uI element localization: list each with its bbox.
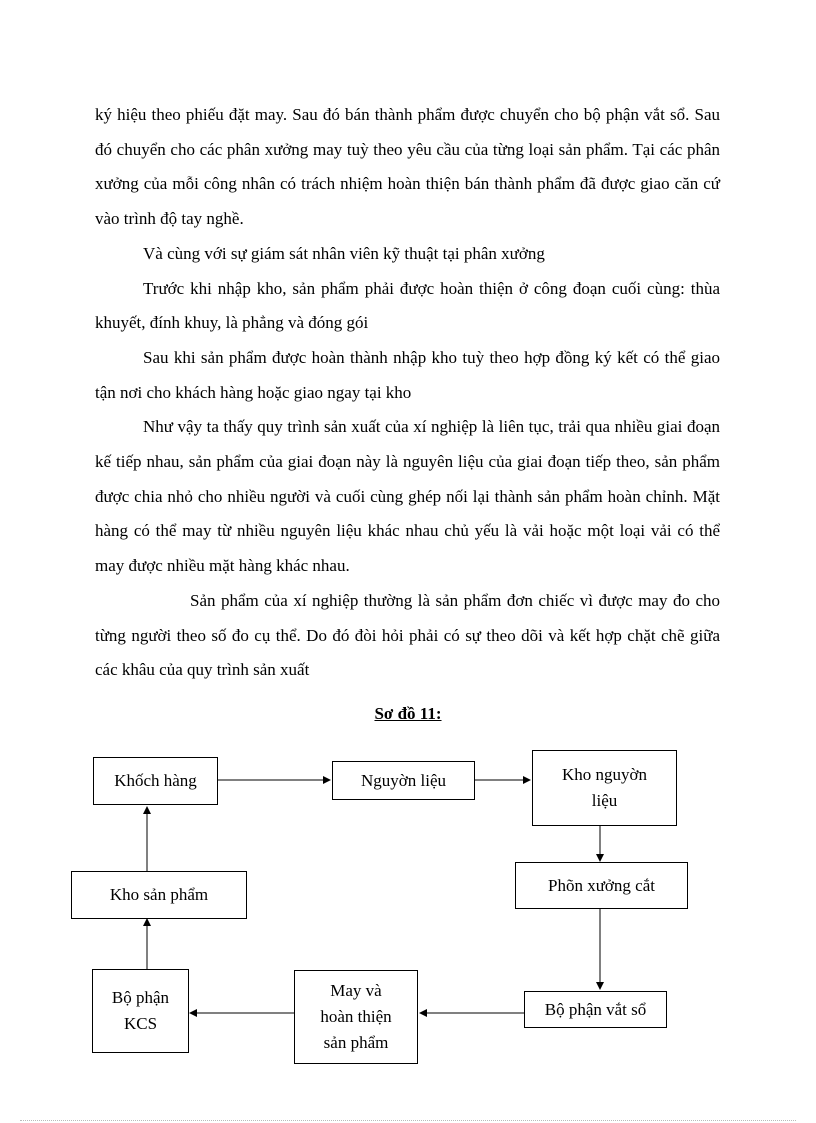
paragraph-3: Trước khi nhập kho, sản phẩm phải được hoàn thiện ở công đoạn cuối cùng: thùa khuyết, đính khuy, là phẳng và đóng gói: [95, 278, 720, 333]
paragraph-4: Sau khi sản phẩm được hoàn thành nhập kho tuỳ theo hợp đồng ký kết có thể giao tận nơi cho khách hàng hoặc giao ngay tại kho: [95, 347, 720, 402]
node-khach-hang-label: Khốch hàng: [114, 771, 197, 790]
node-phan-xuong-cat: [515, 862, 688, 909]
paragraph-5: Như vậy ta thấy quy trình sản xuất của xí nghiệp là liên tục, trải qua nhiều giai đoạn kế tiếp nhau, sản phẩm của giai đoạn này là nguyên liệu của giai đoạn tiếp theo, sản phẩm được chia nhỏ cho nhiều người và cuối cùng ghép nối lại thành sản phẩm hoàn chỉnh. Mặt hàng có thể may từ nhiều nguyên liệu khác nhau chủ yếu là vải hoặc một loại vải có thể may được nhiều mặt hàng khác nhau.: [95, 417, 720, 576]
node-may-hoan-thien: [294, 970, 418, 1064]
node-bo-phan-kcs-line1: Bộ phận: [111, 988, 170, 1007]
node-kho-nguyen-lieu: [532, 750, 677, 826]
node-kho-nguyen-lieu-line1: Kho nguyờn: [561, 765, 648, 784]
node-may-hoan-thien-line2: hoàn thiện: [320, 1007, 392, 1026]
node-khach-hang: [93, 757, 218, 805]
node-nguyen-lieu-label: Nguyờn liệu: [360, 770, 446, 790]
paragraph-6: Sản phẩm của xí nghiệp thường là sản phẩm đơn chiếc vì được may đo cho từng người theo số đo cụ thể. Do đó đòi hỏi phải có sự theo dõi và kết hợp chặt chẽ giữa các khâu của quy trình sản xuất: [95, 590, 720, 680]
diagram-title: Sơ đồ 11:: [374, 704, 442, 723]
paragraph-1: ký hiệu theo phiếu đặt may. Sau đó bán thành phẩm được chuyển cho bộ phận vắt sổ. Sau đó chuyển cho các phân xưởng may tuỳ theo yêu cầu của từng loại sản phẩm. Tại các phân xưởng của mỗi công nhân có trách nhiệm hoàn thiện bán thành phẩm đã được giao căn cứ vào trình độ tay nghề.: [95, 105, 720, 229]
page-bottom-border: [20, 1120, 796, 1121]
node-may-hoan-thien-line3: sản phẩm: [323, 1033, 389, 1052]
paragraph-2: Và cùng với sự giám sát nhân viên kỹ thuật tại phân xưởng: [143, 243, 545, 263]
node-kho-san-pham-label: Kho sản phẩm: [109, 885, 209, 904]
node-phan-xuong-cat-label: Phõn xưởng cắt: [548, 875, 655, 895]
node-kho-san-pham: [71, 871, 247, 919]
node-bo-phan-vat-so: [524, 991, 667, 1028]
node-bo-phan-kcs-line2: KCS: [123, 1014, 158, 1033]
body-text: [95, 98, 720, 688]
node-may-hoan-thien-line1: May và: [330, 981, 382, 1000]
node-nguyen-lieu: [332, 761, 475, 800]
node-bo-phan-kcs: [92, 969, 189, 1053]
node-bo-phan-vat-so-label: Bộ phận vắt sổ: [544, 999, 647, 1019]
node-kho-nguyen-lieu-line2: liệu: [591, 791, 618, 810]
